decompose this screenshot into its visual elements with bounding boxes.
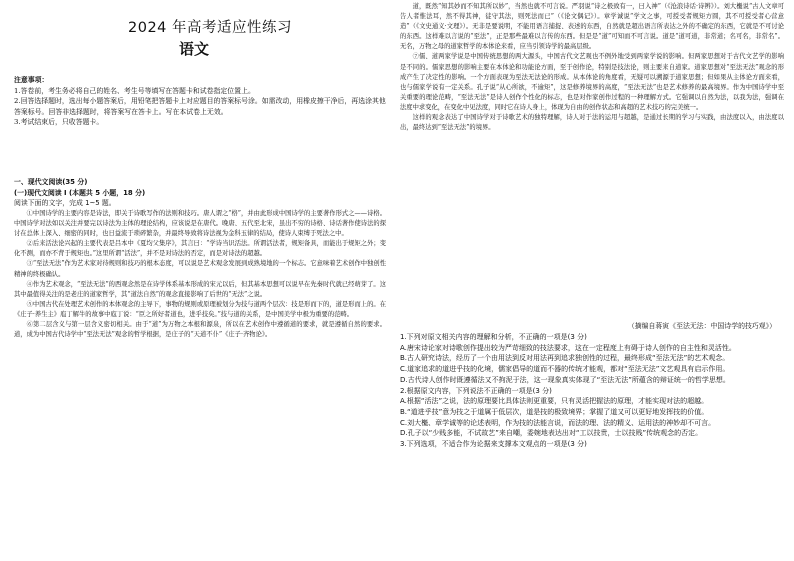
note-item: 2.回答选择题时，选出每小题答案后，用铅笔把答题卡上对应题目的答案标号涂。如需改动，用橡皮擦干净后，再选涂其他答案标号。回答非选择题时，将答案写在答卡上。写在本试卷上无效。 <box>14 97 386 116</box>
notes-block <box>14 75 386 128</box>
questions <box>400 332 784 450</box>
option-c: C.道家追求的道进乎技的化境，儒家倡导的道而不器的传统才能观，都对“至法无法”文艺观具有启示作用。 <box>400 365 730 374</box>
question-stem: 1.下列对原文相关内容的理解和分析，不正确的一项是(3 分) <box>400 333 587 341</box>
note-item: 1.答卷前，考生务必将自己的姓名、考生号等填写在答题卡和试卷指定位置上。 <box>14 86 255 95</box>
option-b: B.“道进乎技”意为技之于道属于低层次，道是技的极致境界；掌握了道又可以更好地发挥技的价值。 <box>400 407 709 416</box>
passage-left <box>14 209 386 340</box>
option-a: A.根据“活法”之说，法的原理要比具体法则更重要，只有灵活把握法的原理，才能实现对法的超越。 <box>400 397 709 406</box>
section-instruction: 阅读下面的文字，完成 1~5 题。 <box>14 199 116 208</box>
section-subtitle: (一)现代文阅读 I (本题共 5 小题，18 分) <box>14 188 146 197</box>
option-d: D.孔子以“少贱多能，不试故艺”来自嘲，委婉地表达出对“工以技贵，士以技贱”传统观念的否定。 <box>400 429 703 438</box>
note-item: 3.考试结束后，只收答题卡。 <box>14 118 104 127</box>
passage-paragraph: ⑦儒、道两家学说是中国传统思想的两大源头，中国古代文艺观也不例外地受到两家学说的影响。但两家思想对于古代文艺学的影响是不同的。儒家思想的影响主要在本体论和功能论方面，至于创作论，特别是技法论，则主要来自道家。道家思想对“至法无法”观念的形成产生了决定性的影响。一个方面表现为至法无法论的形成。从本体论的角度看，无疑可以溯源于道家思想；但如果从主体论方面来看，也与儒家学说有一定关系。孔子说“从心所欲，不逾矩”，这是修养境界的高度，“至法无法”也是艺术修养的最高境界。作为中国诗学中至关重要的理论范畴，“至法无法”是诗人创作个性化的标志，也是对作家创作过程的一种理解方式。它强调以自然为法，以我为法，强调在法度中求变化，在变化中见法度，同时它在诗人身上，体现为自由的创作状态和高超的艺术技巧的完美统一。 <box>400 53 784 111</box>
section-title: 一、现代文阅读(35 分) <box>14 178 88 186</box>
passage-paragraph: 这样的观念表达了中国诗学对于诗歌艺术的独特理解，诗人对于法的运用与超越，是通过长期的学习与实践，由法度以入，由法度以出，最终达到“至法无法”的境界。 <box>400 114 784 132</box>
passage-paragraph: ③“至法无法”作为艺术家对待规则和技巧的根本态度，可以说是艺术观念发展到成熟境地的一个标志。它意味着艺术创作中独创性精神的终极确认。 <box>14 260 386 278</box>
option-d: D.古代诗人创作时既遵循法又不拘泥于法，这一现象真实体现了“至法无法”所蕴含的辩证统一的哲学思想。 <box>400 375 730 384</box>
option-b: B.古人研究诗法，经历了一个由用法到反对用法再到追求独创性的过程，最终形成“至法无法”的艺术观念。 <box>400 354 730 363</box>
passage-paragraph: ②后来活法论兴起的主要代表是吕本中《夏均父集序》，其言曰：“学诗当识活法。所谓活法者，规矩备具，而能出于规矩之外；变化不测，而亦不背于规矩也。”这里所谓“活法”，并不是对诗法的否定，而是对诗法的超越。 <box>14 240 386 258</box>
question-stem: 3.下列选项，不适合作为论据来支撑本文观点的一项是(3 分) <box>400 440 587 449</box>
option-a: A.唐宋诗论家对诗歌创作提出较为严苛细致的技法要求，这在一定程度上有碍于诗人创作的自主性和灵活性。 <box>400 343 736 352</box>
option-c: C.刘大櫆、章学诚等的论述表明，作为技的法能言说，而法的理、法的精义、运用法的神妙却不可言。 <box>400 418 716 427</box>
passage-paragraph: 道，既然“知其妙而不知其所以妙”，当然也就不可言说。严羽说“诗之极致有一，曰入神”（《沧浪诗话·诗辨》）。刘大櫆说“古人文章可告人者惟法耳，然不得其神，徒守其法，则死法而已”（《论文偶记》）。章学诚说“学文之事，可授受者规矩方圆，其不可授受者心营意造”（《文史通义·文理》）。无非是要说明，不能用语言捕捉、表述的东西，自然就是超出语言所表达之外的不确定的东西，它就是不可讨论的东西。这样难以言说的“至法”，正是那些最难以言传的东西。但是是“道”可知而不可言说。道是“道可道，非常道；名可名，非常名”。无名，万物之母的道家哲学的本体论来看，应当引领诗学的最高层级。 <box>400 3 784 51</box>
section-header <box>14 177 386 209</box>
question-stem: 2.根据原文内容，下列说法不正确的一项是(3 分) <box>400 386 552 395</box>
notes-heading: 注意事项： <box>14 76 49 84</box>
passage-paragraph: ⑤中国古代在处理艺术创作的本体观念的主导下，事物的规则或原理被划分为技与道两个层次：技是形而下的，道是形而上的。在《庄子·养生主》庖丁解牛的故事中庖丁说：“臣之所好者道也，进乎技矣。”技与道的关系，是中国美学中极为重要的范畴。 <box>14 300 386 318</box>
passage-paragraph: ①中国诗学的主要内容是诗法，即关于诗歌写作的法则和技巧。唐人谓之“格”，并由此形成中国诗学的主要著作形式之——诗格。中国诗学对法如以关注并要完以诗法为主体的理论结构，应该说是在唐代。晚唐、五代至北宋，虽出不穷的诗格、诗话著作使诗法的探讨在总体上深入、细密的同时，也日益流于琐碎繁杂，并最终导致将诗法视为金科玉律的结局，使诗人束缚于死法之中。 <box>14 210 386 238</box>
passage-right <box>400 2 784 133</box>
subject-title: 语文 <box>179 40 210 58</box>
passage-paragraph: ⑥第二层含义与第一层含义密切相关。由于“道”为万物之本根和源泉，所以在艺术创作中遵循道的要求，就是遵循自然的要求。道，成为中国古代诗学中“至法无法”观念的哲学根据，是庄子的“天道不仆”《庄子·齐物论》。 <box>14 321 386 339</box>
exam-title: 2024 年高考适应性练习 <box>128 20 293 36</box>
source-citation: （摘编自蒋寅《至法无法：中国诗学的技巧观》） <box>627 322 776 330</box>
passage-paragraph: ④作为艺术观念，“至法无法”的西观念然是在诗学体系基本形成的宋元以后，但其基本思想可以说早在先秦时代就已经萌芽了。这其中最值得关注的是老庄的道家哲学，其“道法自然”的观念直接影响了后世的“无法”之说。 <box>14 280 386 298</box>
